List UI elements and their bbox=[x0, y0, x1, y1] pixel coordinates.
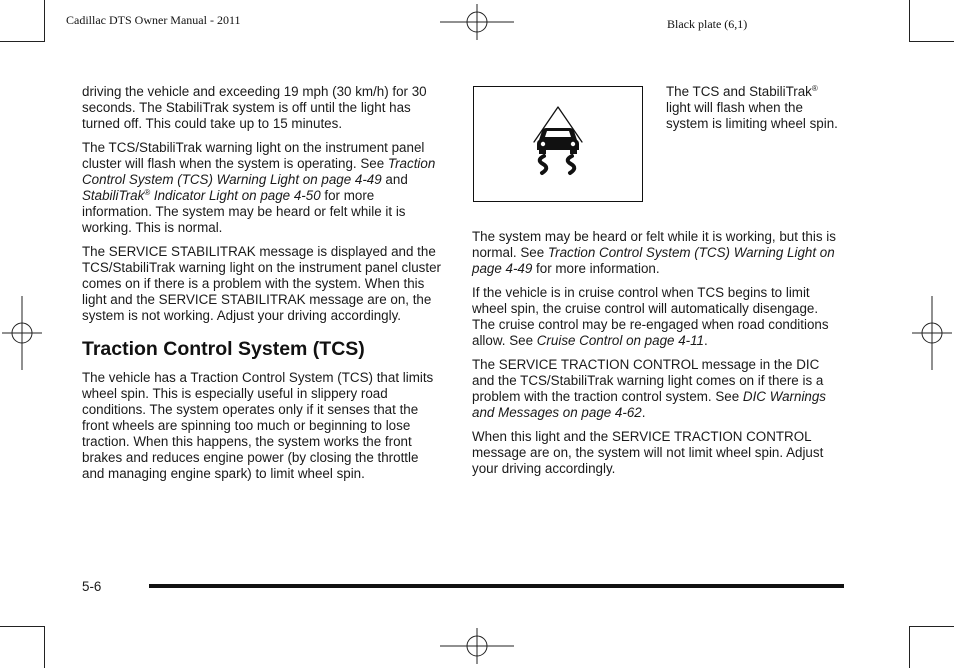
registration-mark-icon bbox=[912, 296, 952, 370]
paragraph bbox=[472, 229, 844, 277]
paragraph: When this light and the SERVICE TRACTION CONTROL message are on, the system will not limit wheel spin. Adjust your driving accordingly. bbox=[472, 429, 824, 476]
registered-mark: ® bbox=[144, 188, 151, 197]
crop-mark bbox=[44, 626, 45, 668]
text-run: light will flash when the system is limiting wheel spin. bbox=[666, 100, 838, 131]
registered-mark: ® bbox=[811, 84, 818, 93]
crop-mark bbox=[909, 626, 910, 668]
paragraph bbox=[472, 285, 844, 349]
text-run: Indicator Light on page 4-50 bbox=[150, 188, 321, 203]
crop-mark bbox=[909, 0, 910, 42]
text-run: If the vehicle is in cruise control when TCS begins to limit wheel spin, the cruise control will automatically disengage. The cruise control may be re-engaged when road conditions allow. See bbox=[472, 285, 829, 348]
figure-caption bbox=[666, 84, 846, 132]
plate-label: Black plate (6,1) bbox=[667, 17, 748, 31]
cross-reference: Traction Control System (TCS) Warning Light on page 4-49 bbox=[82, 156, 436, 187]
paragraph: The SERVICE STABILITRAK message is displayed and the TCS/StabiliTrak warning light on the instrument panel cluster comes on if there is a problem with the system. When this light and the SERVICE STABILITRAK message are on, the system is not working. Adjust your driving accordingly. bbox=[82, 244, 441, 323]
registration-mark-icon bbox=[440, 628, 514, 664]
registration-mark-icon bbox=[440, 4, 514, 40]
paragraph bbox=[82, 140, 444, 236]
document-title-header: Cadillac DTS Owner Manual - 2011 bbox=[66, 13, 241, 27]
crop-mark bbox=[910, 626, 954, 627]
crop-mark bbox=[0, 41, 44, 42]
text-run: The system may be heard or felt while it is working, but this is normal. See bbox=[472, 229, 836, 260]
paragraph: The vehicle has a Traction Control System (TCS) that limits wheel spin. This is especially useful in slippery road conditions. The system operates only if it senses that the front wheels are spinning too much or beginning to lose traction. When this happens, the system works the front brakes and reduces engine power (by closing the throttle and managing engine spark) to limit wheel spin. bbox=[82, 370, 434, 481]
crop-mark bbox=[910, 41, 954, 42]
traction-control-warning-icon bbox=[473, 86, 643, 202]
cross-reference bbox=[82, 188, 321, 203]
text-run: and bbox=[381, 172, 408, 187]
text-run: . bbox=[641, 405, 646, 420]
paragraph: driving the vehicle and exceeding 19 mph (30 km/h) for 30 seconds. The StabiliTrak system is off until the light has turned off. This could take up to 15 minutes. bbox=[82, 84, 427, 131]
page-number: 5-6 bbox=[82, 579, 102, 594]
paragraph bbox=[472, 357, 844, 421]
footer-rule bbox=[149, 584, 844, 588]
cross-reference: DIC Warnings and Messages on page 4-62 bbox=[472, 389, 827, 420]
text-run: for more information. bbox=[532, 261, 660, 276]
right-column bbox=[472, 229, 844, 485]
indicator-figure bbox=[473, 86, 643, 202]
text-run: for more information. The system may be heard or felt while it is working. This is normal. bbox=[82, 188, 406, 235]
registration-mark-icon bbox=[2, 296, 42, 370]
crop-mark bbox=[0, 626, 44, 627]
left-column bbox=[82, 84, 444, 490]
text-run: The SERVICE TRACTION CONTROL message in the DIC and the TCS/StabiliTrak warning light comes on if there is a problem with the traction control system. See bbox=[472, 357, 824, 404]
cross-reference: Traction Control System (TCS) Warning Light on page 4-49 bbox=[472, 245, 835, 276]
text-run: . bbox=[704, 333, 708, 348]
text-run: The TCS and StabiliTrak bbox=[666, 84, 812, 99]
cross-reference: Cruise Control on page 4-11 bbox=[536, 333, 704, 348]
crop-mark bbox=[44, 0, 45, 42]
text-run: StabiliTrak bbox=[82, 188, 145, 203]
text-run: The TCS/StabiliTrak warning light on the instrument panel cluster will flash when the system is operating. See bbox=[82, 140, 425, 171]
section-heading: Traction Control System (TCS) bbox=[82, 338, 365, 360]
